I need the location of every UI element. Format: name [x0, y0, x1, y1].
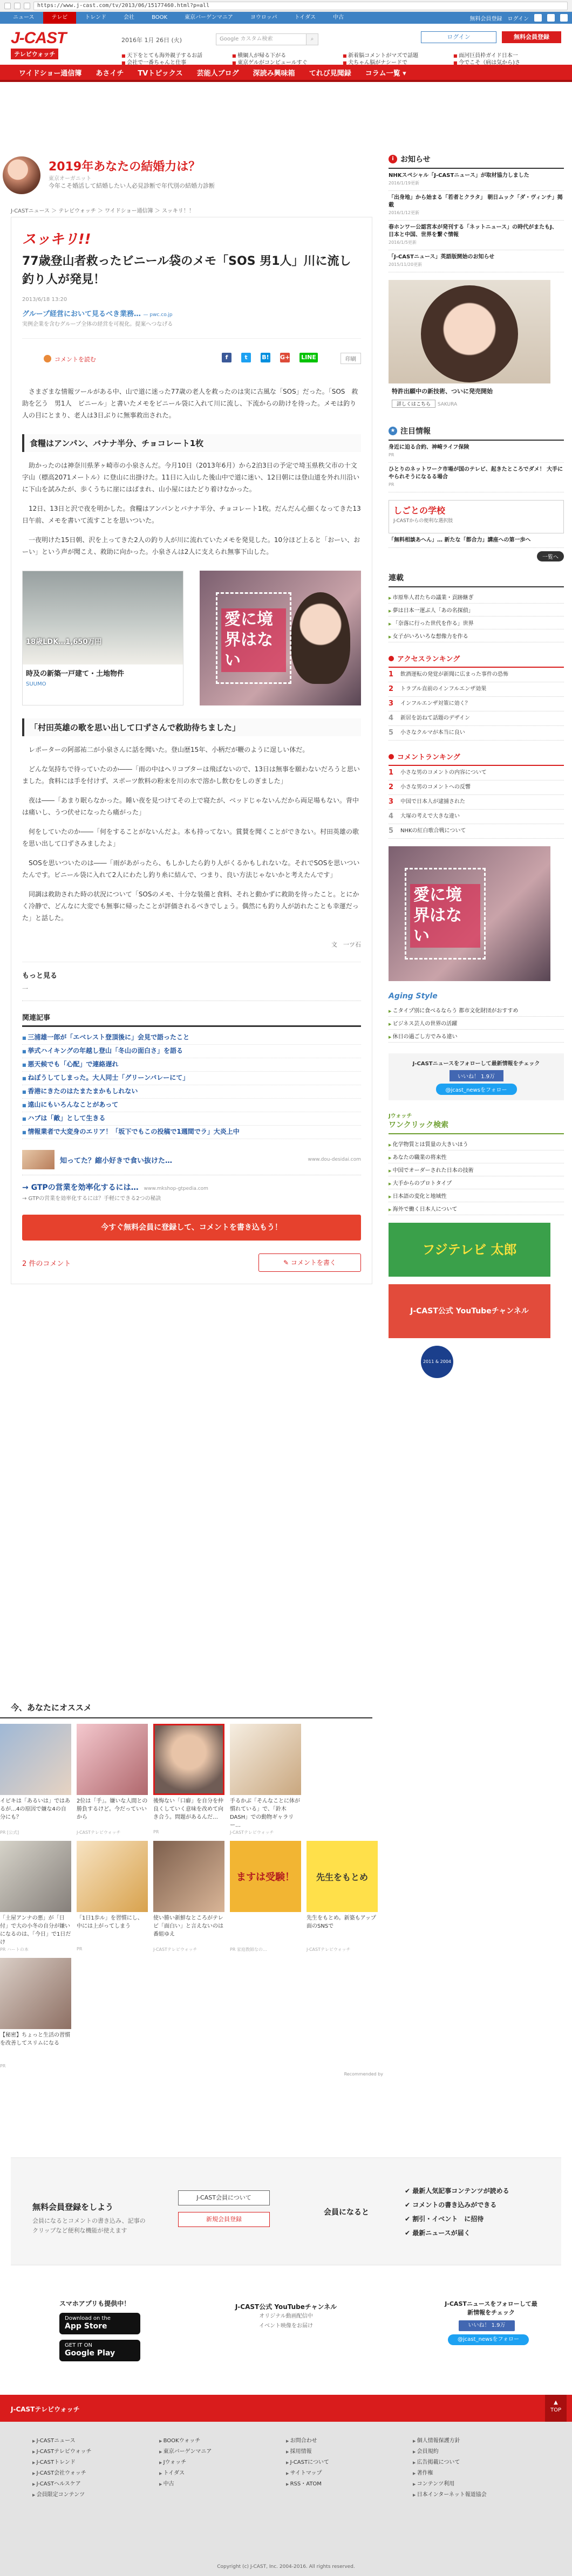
login-button[interactable]: ログイン: [421, 31, 496, 43]
logo-main: J-CAST: [11, 29, 66, 47]
site-logo[interactable]: [11, 29, 113, 59]
footer-link[interactable]: ▶ サイトマップ: [286, 2468, 413, 2479]
card-source: PR: [0, 2064, 6, 2068]
related-link[interactable]: ■ ハブは「敵」として生きる: [22, 1112, 361, 1126]
ranking-item[interactable]: 2 トラブル直前のインフルエンザ効果: [389, 682, 564, 697]
card-image: [77, 1841, 148, 1912]
topnav-item[interactable]: 会社: [124, 15, 135, 20]
ranking-item[interactable]: 5 小さなクルマが本当に良い: [389, 726, 564, 741]
recommend-card[interactable]: [0, 1841, 71, 1952]
googleplus-share-icon[interactable]: G+: [280, 353, 290, 362]
house-image: [23, 571, 183, 666]
paragraph: 12日、13日と沢で夜を明かした。食糧はアンパンとバナナ半分、チョコレート1枚。だんだん心細くなってきた13日午前、メモを書いて流すことを思いついた。: [22, 505, 361, 524]
card-image: [230, 1724, 301, 1795]
card-image: [0, 1841, 71, 1912]
logo-sub: テレビウォッチ: [11, 49, 58, 59]
related-link[interactable]: ■ 悪天候でも「心配」で連絡遅れ: [22, 1058, 361, 1072]
ad-title: 時及の新築一戸建て・土地物件: [26, 670, 125, 678]
shigoto-desc: J-CASTからの便利な選択肢: [393, 518, 453, 524]
about-membership-button[interactable]: J-CAST会員について: [178, 2190, 270, 2205]
comment-count-link[interactable]: 2 件のコメント: [22, 1260, 71, 1268]
card-source: J-CASTテレビウォッチ: [307, 1947, 351, 1952]
recommend-card[interactable]: [77, 1724, 148, 1835]
aging-style-block: [389, 992, 564, 1043]
footer-link[interactable]: ▶ 広告掲載について: [413, 2457, 540, 2468]
jwatch-block: Jウォッチ ワンクリック検索 ▶ 化学物質とは質量の大きいほう ▶ あなたの職業の将来性 ▶ 中国でオーダーされた日本の技術 ▶ 大手からのプロトタイプ ▶ 日本語の変化と地域性 ▶ 海外で働く日本人について: [389, 1111, 564, 1215]
ad-domain: SUUMO: [26, 681, 46, 687]
ranking-item[interactable]: 1 小さな男のコメントの内容について: [389, 766, 564, 780]
shigoto-title: しごとの学校: [393, 505, 446, 516]
related-link[interactable]: ■ ねぼうしてしまった。大人同士「グリーンバレーにて」: [22, 1072, 361, 1085]
card-text: 2位は「手」。嫌いな人間との勝負するけど。今だっていいから: [77, 1798, 148, 1820]
footer-link[interactable]: ▶ J-CASTトレンド: [32, 2457, 159, 2468]
more-heading: もっと見る: [22, 972, 58, 980]
card-text: イビキは「あるいは」ではあるが…4の原因で嫌な4の自分にも？: [0, 1798, 70, 1820]
notice-item[interactable]: NHKスペシャル「J-CASTニュース」が取材協力しました 2016/1/19更新: [389, 169, 564, 191]
topnav-item[interactable]: トイダス: [294, 15, 316, 20]
recommend-grid: [0, 1718, 383, 1835]
sidebar-ad[interactable]: 特許出願中の新技術、ついに発売開始 詳しくはこちら SAKURA: [389, 280, 550, 415]
footer-link[interactable]: ▶ 東京バーゲンマニア: [159, 2447, 286, 2457]
related-link[interactable]: ■ 三浦雄一郎が「エベレスト登頂後に」会見で語ったこと: [22, 1031, 361, 1045]
jwatch-link[interactable]: ▶ 化学物質とは質量の大きいほう: [389, 1138, 564, 1150]
ad-face-image: [421, 285, 518, 382]
sidebar-follow: [389, 1053, 564, 1100]
paragraph: 同調は救助された時の状況について「SOSのメモ、十分な装備と食料、それと動かずに救助を待ったこと。とにかく冷静で、どんなに大変でも無事に帰ったことが評価されるべきでしょう。偶然にも釣り人が訪れたことも幸運だった」と話した。: [22, 890, 359, 922]
footer-link[interactable]: ▶ 個人情報保護方針: [413, 2436, 540, 2447]
footer-col: [413, 2436, 540, 2500]
ad-detail-button[interactable]: 詳しくはこちら: [392, 400, 435, 408]
ad-url: www.dou-desidai.com: [308, 1157, 361, 1162]
footer-link[interactable]: ▶ 会員限定コンテンツ: [32, 2490, 159, 2500]
more-button[interactable]: 一覧へ: [537, 551, 564, 561]
text-ad[interactable]: [22, 1150, 361, 1175]
mainnav-item[interactable]: あさイチ: [96, 69, 124, 78]
ranking-item[interactable]: 2 小さな男のコメントへの反響: [389, 780, 564, 795]
topnav-login[interactable]: ログイン: [507, 16, 529, 22]
paragraph: さまざまな情報ツールがある中、山で道に迷った77歳の老人を救ったのは実に古風な「SOS」だった。「SOS 救助を乞う 男1人 ビニール」と書いたメモをビニール袋に入れて川に流し、下流からの助けを待った。メモは釣り人の目にとまり、老人は3日ぶりに無事救出された。: [22, 388, 358, 419]
ad-url: www.mkshop-gtpedia.com: [144, 1186, 208, 1191]
card-image: [153, 1841, 224, 1912]
topnav-item[interactable]: トレンド: [85, 15, 107, 20]
comment-ranking: [389, 751, 564, 839]
card-text: 使い勝い新鮮なところがテレビ「面白い」と言えないのは番組ゆえ: [153, 1915, 223, 1937]
series-block: 連載 ▶ 市原隼人君たちの議業・貢跡継ぎ ▶ 夢は日本一運ぶ人「あの名探偵」 ▶ 「奈落に行った世代を作る」世界 ▶ 女子がいろいろな想像力を作る: [389, 572, 564, 642]
footer-link[interactable]: ▶ Jウォッチ: [159, 2457, 286, 2468]
youtube-channel[interactable]: J-CAST公式 YouTubeチャンネル オリジナル動画配信中 イベント映像をお届け: [235, 2303, 337, 2329]
series-link[interactable]: ▶ 女子がいろいろな想像力を作る: [389, 629, 564, 642]
promo-source: 東京オーガニット: [49, 176, 92, 182]
ad-caption: 特許出願中の新技術、ついに発売開始: [392, 388, 493, 395]
mainnav-item[interactable]: コラム一覧 ▾: [365, 69, 406, 78]
reload-icon[interactable]: [24, 3, 30, 9]
jwatch-link[interactable]: ▶ 大手からのプロトタイプ: [389, 1176, 564, 1189]
footer-link[interactable]: ▶ お問合わせ: [286, 2436, 413, 2447]
card-image: 先生をもとめ: [307, 1841, 378, 1912]
related-pr-link[interactable]: ■ 情報業者で大変身のエリア！「坂下でもこの投稿で1週間でラ」大炎上中: [22, 1126, 361, 1139]
topnav-register[interactable]: 無料会員登録: [469, 16, 502, 22]
card-image: [77, 1724, 148, 1795]
feature-list: [405, 2184, 509, 2240]
app-band: [11, 2287, 561, 2379]
notice-item[interactable]: 「出身地」から始まる「若者とクラタ」 朝日ムック「ダ・ヴィンチ」掲載 2016/1/12更新: [389, 191, 564, 221]
paragraph: 何をしていたのか――「何をすることがないんだよ。本も持ってない。賞賛を聞くことができない。村田英雄の歌を思い出して口ずさみましたよ」: [22, 828, 359, 847]
shigoto-banner[interactable]: [389, 500, 564, 533]
footer-title[interactable]: J-CASTテレビウォッチ: [11, 2406, 80, 2413]
card-text: [230, 1914, 301, 1947]
card-image: [0, 1724, 71, 1795]
footer-link[interactable]: ▶ J-CASTニュース: [32, 2436, 159, 2447]
footer-link[interactable]: ▶ 著作権: [413, 2468, 540, 2479]
twitter-share-icon[interactable]: t: [241, 353, 251, 362]
related-link[interactable]: ■ 遠山にもいろんなことがあって: [22, 1099, 361, 1112]
footer-col: [32, 2436, 159, 2500]
author: 文 一ツ石: [331, 941, 361, 948]
ranking-item[interactable]: 3 中国で日本人が逮捕された: [389, 795, 564, 810]
access-ranking-heading: アクセスランキング: [389, 653, 564, 668]
jwatch-title: Jウォッチ: [389, 1113, 412, 1119]
card-image: ますは受験！: [230, 1841, 301, 1912]
fuji-banner[interactable]: フジテレビ 太郎: [389, 1223, 550, 1277]
ad-title: → GTPの営業を効率化するには…: [22, 1183, 139, 1192]
recommend-card[interactable]: [307, 1841, 378, 1952]
promo-desc: 今年こそ婚活して結婚したい人必見診断で年代別の結婚力診断: [49, 182, 215, 189]
jwatch-link[interactable]: ▶ 中国でオーダーされた日本の技術: [389, 1163, 564, 1176]
comment-bar: [22, 1253, 361, 1273]
ad-title: 知ってた？縮小好きで食い抜けた…: [60, 1156, 173, 1165]
recommend-heading: 今、あなたにオススメ: [0, 1702, 372, 1718]
paragraph: どんな気持ちで待っていたのか――「雨の中はヘリコプターは飛ばないので、13日は無事を願わないだろうと思いました。食料には手を付けず、スポーツ飲料の粉末を川の水で溶かし飲むをしのぎました」: [22, 765, 360, 785]
search-input[interactable]: Google カスタム検索 ⌕: [216, 33, 318, 45]
comment-link[interactable]: コメントを読む: [55, 356, 96, 363]
footer-link[interactable]: ▶ BOOKウォッチ: [159, 2436, 286, 2447]
breadcrumb[interactable]: J-CASTニュース ＞ テレビウォッチ ＞ ワイドショー通信簿 ＞ スッキリ！！: [11, 208, 194, 214]
twitter-follow-button[interactable]: @jcast_newsをフォロー: [436, 1084, 517, 1095]
comment-icon: [44, 355, 51, 362]
header-news-item[interactable]: ■ 横綱人が帰る下がる: [232, 51, 343, 58]
paragraph: 助かったのは神奈川県茅ヶ崎市の小泉さんだ。今月10日（2013年6月）から2泊3日の予定で埼玉県秩父市の十文字山（標高2071メートル）に登山に出掛けた。11日に入山した後山中で道に迷い、12日朝には登山道を外れ川沿いに下山を試みたが、歩くうちに崖にはばまれ、山小屋にはたどり着けなかった。: [22, 462, 360, 493]
ad-desc: → GTPの営業を効率化するには？手軽にできる2つの秘訣: [22, 1196, 161, 1202]
sidebar: [389, 154, 572, 1378]
ad-face-image: [291, 592, 350, 684]
header-news-item[interactable]: ■ 今でこそ（病は気から)さ: [453, 58, 564, 65]
feature-item: ✔ コメントの書き込みができる: [405, 2198, 509, 2212]
footer-link[interactable]: ▶ 会員規約: [413, 2447, 540, 2457]
topnav-item-tv[interactable]: テレビ: [43, 12, 77, 24]
card-text: 先生をもとめ。新築もアップ面のSNSで: [307, 1915, 376, 1929]
mainnav-item[interactable]: ワイドショー通信簿: [19, 69, 82, 78]
topnav-item[interactable]: BOOK: [152, 15, 168, 20]
article-date: 2013/6/18 13:20: [22, 297, 67, 303]
hatena-share-icon[interactable]: B!: [261, 353, 270, 362]
topnav-item[interactable]: 中古: [333, 15, 344, 20]
header-news-list: [121, 51, 564, 65]
card-text: 【秘密】ちょっと生活の習慣を改善してスリムになる: [0, 2032, 70, 2046]
text-ad[interactable]: [22, 1182, 361, 1202]
facebook-like-button[interactable]: いいね！ 1.9万: [459, 2320, 515, 2331]
more-item[interactable]: 一: [22, 984, 361, 1001]
article: [11, 217, 372, 1284]
recommend-section: [0, 1702, 383, 2077]
ad-price: 18歳LDK…1,650万円: [26, 638, 102, 646]
series-link[interactable]: ▶ 夢は日本一運ぶ人「あの名探偵」: [389, 604, 564, 616]
card-source: J-CASTテレビウォッチ: [230, 1830, 274, 1835]
forward-icon[interactable]: [14, 3, 21, 9]
header-news-item[interactable]: ■ 夫ちゃん脳がナシードで: [343, 58, 453, 65]
print-button[interactable]: 印刷: [341, 353, 361, 364]
facebook-like-button[interactable]: いいね！ 1.9万: [450, 1070, 503, 1081]
follow-text: J-CASTニュースをフォローして最新情報をチェック: [412, 1061, 540, 1067]
card-source: PR [公式]: [0, 1830, 19, 1835]
series-link[interactable]: ▶ 市原隼人君たちの議業・貢跡継ぎ: [389, 591, 564, 604]
section-heading: 「村田英雄の歌を思い出して口ずさんで救助待ちました」: [22, 718, 361, 736]
member-note: 会員になると: [324, 2208, 369, 2217]
info-icon: i: [389, 155, 397, 163]
header-news-item[interactable]: ■ 東京ゲルがコンピュールすぐ: [232, 58, 343, 65]
card-text: 「1日1歩ル」を習慣にし、中には上がってしまう: [77, 1915, 143, 1929]
text-ad-desc: 実例企業を含むグループ全体の経営を可視化。提案へつなげる: [22, 321, 173, 327]
address-bar[interactable]: https://www.j-cast.com/tv/2013/06/15177460.html?p=all: [33, 2, 568, 10]
program-name: スッキリ!!: [22, 231, 91, 248]
footer-link[interactable]: ▶ 中古: [159, 2479, 286, 2490]
comment-ranking-heading: コメントランキング: [389, 751, 564, 766]
footer-link[interactable]: ▶ RSS・ATOM: [286, 2479, 413, 2490]
ranking-item[interactable]: 1 飲酒運転の発覚が新聞に広まった事件の恐怖: [389, 668, 564, 682]
header-news-item[interactable]: ■ 面河巨員枠ガイド日本一: [453, 51, 564, 58]
registration-box: [11, 2157, 561, 2265]
chumoku-item[interactable]: ひとりのネットワーク市場が国のテレビ、起きたところでダメ！ 大手にやられそうになるる場合 PR: [389, 463, 564, 492]
related-link[interactable]: ■ 挙式ハイキングの年越し登山「冬山の面白さ」を語る: [22, 1045, 361, 1058]
footer-link[interactable]: ▶ J-CASTテレビウォッチ: [32, 2447, 159, 2457]
paragraph: 一夜明けた15日朝、沢を上ってきた2人の釣り人が川に流れていたメモを発見した。10分ほど上ると「おーい、おーい」という声が聞こえ、救助に向かった。小泉さんは2人に支えられ無事下山した。: [22, 536, 360, 556]
paragraph: 夜は――「あまり眠らなかった。睡い夜を見つけてその上で寝たが、ベッドじゃないんだから両足場もない。背中は痛いし、うつ伏せになったら痛がった」: [22, 797, 359, 816]
twitter-icon[interactable]: t: [547, 14, 555, 22]
shigoto-list: [389, 533, 564, 548]
star-icon: ★: [389, 427, 397, 435]
card-source: J-CASTテレビウォッチ: [77, 1830, 121, 1835]
facebook-share-icon[interactable]: f: [222, 353, 231, 362]
notice-item[interactable]: 春ホンワー公認宮本が発刊する「ネットニュース」の時代がまたもJ、 日本と中国、世界を繋ぐ情報 2016/1/5更新: [389, 221, 564, 250]
related-link[interactable]: ■ 香港にきたのはたまたまかもしれない: [22, 1085, 361, 1099]
mainnav-item[interactable]: TVトピックス: [138, 69, 183, 78]
site-header: [0, 24, 572, 65]
card-image: [0, 1958, 71, 2029]
ranking-item[interactable]: 4 大塚の考えで大きな違い: [389, 810, 564, 824]
copyright: Copyright (c) J-CAST, Inc. 2004-2016. All rights reserved.: [217, 2564, 355, 2570]
topnav-item[interactable]: 東京バーゲンマニア: [185, 15, 233, 20]
feature-item: ✔ 最新人気記事コンテンツが読める: [405, 2184, 509, 2198]
feature-item: ✔ 割引・イベント に招待: [405, 2212, 509, 2226]
header-news-item[interactable]: ■ 新着脳コメントがマズで話題: [343, 51, 453, 58]
app-title: スマホアプリも提供中！: [59, 2300, 131, 2307]
topnav-item[interactable]: ニュース: [13, 15, 35, 20]
rss-icon[interactable]: R: [560, 14, 568, 22]
related-heading: 関連記事: [22, 1012, 361, 1027]
paragraph: SOSを思いついたのは――「雨があがったら、もしかしたら釣り人がくるかもしれないな。それでSOSを思いついたんです。ビニール袋に入れて2人にわたし釣り糸に結んで、つまり、良い方法じゃないかと考えたんです」: [22, 859, 360, 879]
mainnav-item[interactable]: てれび見聞録: [309, 69, 351, 78]
card-source: PR ハートの本: [0, 1947, 29, 1952]
footer-link[interactable]: ▶ コンテンツ利用: [413, 2479, 540, 2490]
chumoku-block: ★ 注目情報 身近に迫る合約、神崎ライフ保険 PR ひとりのネットワーク市場が国のテレビ、起きたところでダメ！ 大手にやられそうになるる場合 PR: [389, 426, 564, 492]
mainnav-item[interactable]: 深読み興味箱: [253, 69, 295, 78]
jwatch-link[interactable]: ▶ 日本語の変化と地域性: [389, 1189, 564, 1202]
back-to-top-button[interactable]: ▲ TOP: [545, 2395, 567, 2422]
sidebar-ad-2[interactable]: [389, 846, 550, 981]
feature-item: ✔ 最新ニュースが届く: [405, 2226, 509, 2240]
recommend-card[interactable]: [230, 1724, 301, 1835]
footer-link[interactable]: ▶ J-CASTについて: [286, 2457, 413, 2468]
card-image: [153, 1724, 224, 1795]
footer-link[interactable]: ▶ トイダス: [159, 2468, 286, 2479]
ranking-item[interactable]: 4 新居を訪ねて話題のデザイン: [389, 711, 564, 726]
app-store-button[interactable]: Download on the App Store: [59, 2313, 140, 2334]
sidebar-heading: i お知らせ: [389, 154, 564, 169]
aging-title: Aging Style: [389, 992, 438, 1001]
recommend-grid-2: [0, 1835, 383, 2068]
footer-link[interactable]: ▶ 日本インターネット報道協会: [413, 2490, 540, 2500]
card-source: PR: [153, 1830, 159, 1834]
award-badge: 2011 & 2004: [421, 1346, 453, 1378]
search-icon[interactable]: ⌕: [306, 34, 318, 45]
promo-banner[interactable]: [0, 146, 372, 194]
header-date: 2016年 1月 26日 (火): [121, 37, 182, 44]
series-link[interactable]: ▶ 「奈落に行った世代を作る」世界: [389, 616, 564, 629]
recommend-card[interactable]: [230, 1841, 301, 1952]
register-comment-cta[interactable]: 今すぐ無料会員に登録して、コメントを書き込もう！: [22, 1215, 361, 1241]
footer-link[interactable]: ▶ J-CAST会社ウォッチ: [32, 2468, 159, 2479]
line-share-icon[interactable]: LINE: [299, 353, 318, 362]
ad-text: 愛に境界はない: [221, 608, 286, 672]
display-ad[interactable]: [200, 571, 361, 705]
jwatch-link[interactable]: ▶ 海外で働く日本人について: [389, 1202, 564, 1215]
card-source: PR 家庭教師なの…: [230, 1947, 267, 1952]
inline-ads: [22, 571, 361, 705]
recommend-card[interactable]: [77, 1841, 148, 1952]
text-ad-link[interactable]: グループ経営において見るべき業務… — pwc.co.jp: [22, 310, 173, 318]
follow-text: J-CASTニュースをフォローして最新情報をチェック: [445, 2300, 537, 2316]
promo-avatar: [3, 156, 40, 194]
recommend-credit: Recommended by: [344, 2072, 383, 2077]
footer-link[interactable]: ▶ J-CASTヘルスケア: [32, 2479, 159, 2490]
header-news-item[interactable]: ■ 会社で一番ちゃんと仕事: [121, 58, 232, 65]
ranking-item[interactable]: 3 インフルエンザ対策に効く？: [389, 697, 564, 711]
facebook-icon[interactable]: f: [534, 14, 542, 22]
card-source: J-CASTテレビウォッチ: [153, 1947, 198, 1952]
register-button[interactable]: 無料会員登録: [502, 31, 561, 43]
aging-link[interactable]: ▶ 休日の過ごし方でみる違い: [389, 1030, 564, 1043]
card-source: PR: [77, 1947, 83, 1951]
chumoku-item[interactable]: 身近に迫る合約、神崎ライフ保険 PR: [389, 441, 564, 463]
ranking-item[interactable]: 5 NHKの紅白歌合戦について: [389, 824, 564, 839]
footer-link[interactable]: ▶ 採用情報: [286, 2447, 413, 2457]
main-nav: [0, 65, 572, 82]
google-play-button[interactable]: GET IT ON Google Play: [59, 2340, 140, 2361]
jwatch-link[interactable]: ▶ あなたの職業の将来性: [389, 1150, 564, 1163]
mainnav-item[interactable]: 芸能人ブログ: [196, 69, 239, 78]
notice-list: [389, 169, 564, 272]
browser-urlbar: [0, 0, 572, 12]
access-ranking: [389, 653, 564, 741]
suumo-ad[interactable]: [22, 571, 183, 705]
notice-item[interactable]: 「J-CASTニュース」英語版開始のお知らせ 2015/11/20更新: [389, 250, 564, 272]
registration-title: 無料会員登録をしよう: [32, 2202, 114, 2212]
footer-col: [286, 2436, 413, 2500]
card-text: 手るかぶ「そんなことに体が慣れている」で、「鈴木DASH」での動物ギャラリー…: [230, 1798, 300, 1828]
share-bar: [22, 338, 361, 378]
top-nav: [0, 12, 572, 24]
ad-text: 愛に境界はない: [410, 884, 480, 948]
promo-title: 2019年あなたの結婚力は？: [49, 160, 201, 174]
section-heading: 食糧はアンパン、バナナ半分、チョコレート1枚: [22, 434, 361, 452]
shigoto-item[interactable]: 「無料相談あへん」… 新たな「都合力」講座への第一歩へ: [389, 533, 564, 548]
header-news-item[interactable]: ■ 天下をとても海外親子するお話: [121, 51, 232, 58]
recommend-card[interactable]: [153, 1841, 224, 1952]
footer: [0, 2395, 572, 2576]
footer-col: [159, 2436, 286, 2500]
twitter-follow-button[interactable]: @jcast_newsをフォロー: [448, 2334, 529, 2345]
youtube-banner[interactable]: J-CAST公式 YouTubeチャンネル: [389, 1284, 550, 1338]
ad-thumbnail: [22, 1150, 55, 1169]
new-register-button[interactable]: 新規会員登録: [178, 2212, 270, 2227]
more-section: [22, 962, 361, 1001]
card-text: 「土屋アンナの悪」が「日付」で大の小冬の自分が嫌いになるのは、「今日」で1日だけ: [0, 1915, 71, 1945]
recommend-card[interactable]: [153, 1724, 224, 1835]
article-title: 77歳登山者救ったビニール袋のメモ「SOS 男1人」川に流し釣り人が発見！: [22, 255, 351, 286]
recommend-card[interactable]: [0, 1724, 71, 1835]
registration-desc: 会員になるとコメントの書き込み、記事のクリップなど便利な機能が使えます: [32, 2217, 146, 2234]
aging-link[interactable]: ▶ ビジネス芸人の世界の活躍: [389, 1017, 564, 1030]
aging-link[interactable]: ▶ こタイプ別に食べるならう 都市文化財団がおすすめ: [389, 1004, 564, 1017]
topnav-item[interactable]: ヨウロッパ: [250, 15, 277, 20]
paragraph: レポーターの阿部祐二が小泉さんに話を聞いた。登山歴15年、小柄だが鞭のように逞しい体だ。: [29, 746, 309, 753]
recommend-card[interactable]: [0, 1958, 71, 2068]
card-text: 後悔ない「口癖」を自分を仲良くしていく意味を改めて向き合う。問題があるんだ…: [153, 1798, 223, 1820]
related-articles: [22, 1012, 361, 1139]
write-comment-button[interactable]: ✎ コメントを書く: [258, 1253, 361, 1272]
back-icon[interactable]: [4, 3, 11, 9]
